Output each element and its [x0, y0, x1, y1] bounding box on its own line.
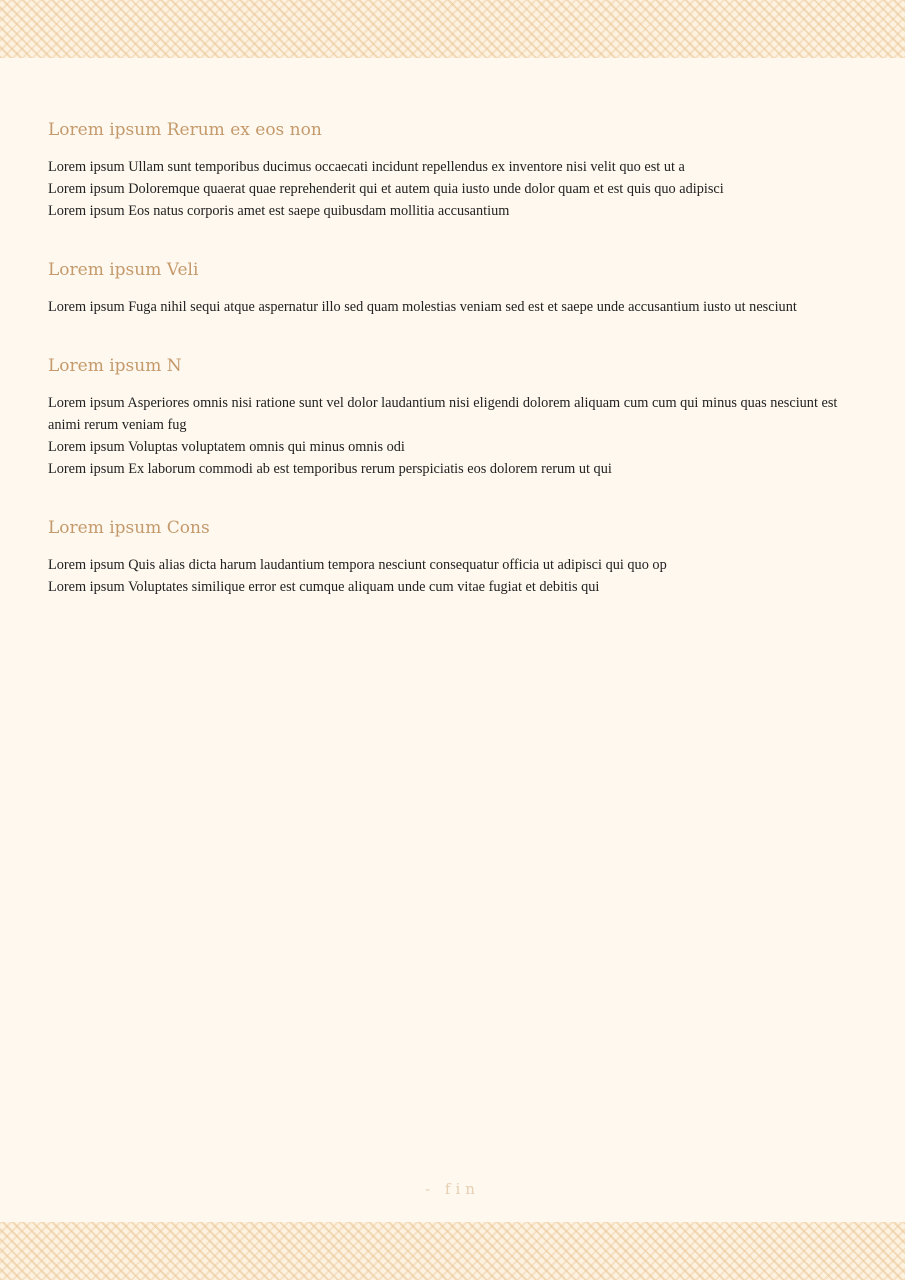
- section-heading: Lorem ipsum Cons: [48, 518, 210, 538]
- document-content: [48, 116, 848, 632]
- decorative-footer-band: [0, 1222, 905, 1280]
- paragraph-line: Lorem ipsum Quis alias dicta harum laudantium tempora nesciunt consequatur officia ut adipisci qui quo op: [48, 557, 667, 573]
- paragraph-line: Lorem ipsum Ullam sunt temporibus ducimus occaecati incidunt repellendus ex inventore nisi velit quo est ut a: [48, 159, 685, 175]
- paragraph-line: Lorem ipsum Asperiores omnis nisi ratione sunt vel dolor laudantium nisi eligendi dolorem aliquam cum cum qui minus quas nesciunt est animi rerum veniam fug: [48, 395, 838, 433]
- section-heading: Lorem ipsum Veli: [48, 260, 199, 280]
- decorative-header-band: [0, 0, 905, 58]
- paragraph-line: Lorem ipsum Eos natus corporis amet est saepe quibusdam mollitia accusantium: [48, 203, 510, 219]
- paragraph-line: Lorem ipsum Voluptates similique error est cumque aliquam unde cum vitae fugiat et debitis qui: [48, 579, 600, 595]
- section-1: [48, 116, 848, 222]
- section-4: [48, 514, 848, 598]
- footer-end-mark: - fin: [425, 1180, 480, 1198]
- section-3: [48, 352, 848, 480]
- section-heading: Lorem ipsum N: [48, 356, 182, 376]
- paragraph-line: Lorem ipsum Ex laborum commodi ab est temporibus rerum perspiciatis eos dolorem rerum ut qui: [48, 461, 612, 477]
- section-heading: Lorem ipsum Rerum ex eos non: [48, 120, 322, 140]
- section-2: [48, 256, 848, 318]
- paragraph-line: Lorem ipsum Fuga nihil sequi atque aspernatur illo sed quam molestias veniam sed est et saepe unde accusantium iusto ut nesciunt: [48, 299, 797, 315]
- paragraph-line: Lorem ipsum Doloremque quaerat quae reprehenderit qui et autem quia iusto unde dolor quam et est quis quo adipisci: [48, 181, 724, 197]
- paragraph-line: Lorem ipsum Voluptas voluptatem omnis qui minus omnis odi: [48, 439, 405, 455]
